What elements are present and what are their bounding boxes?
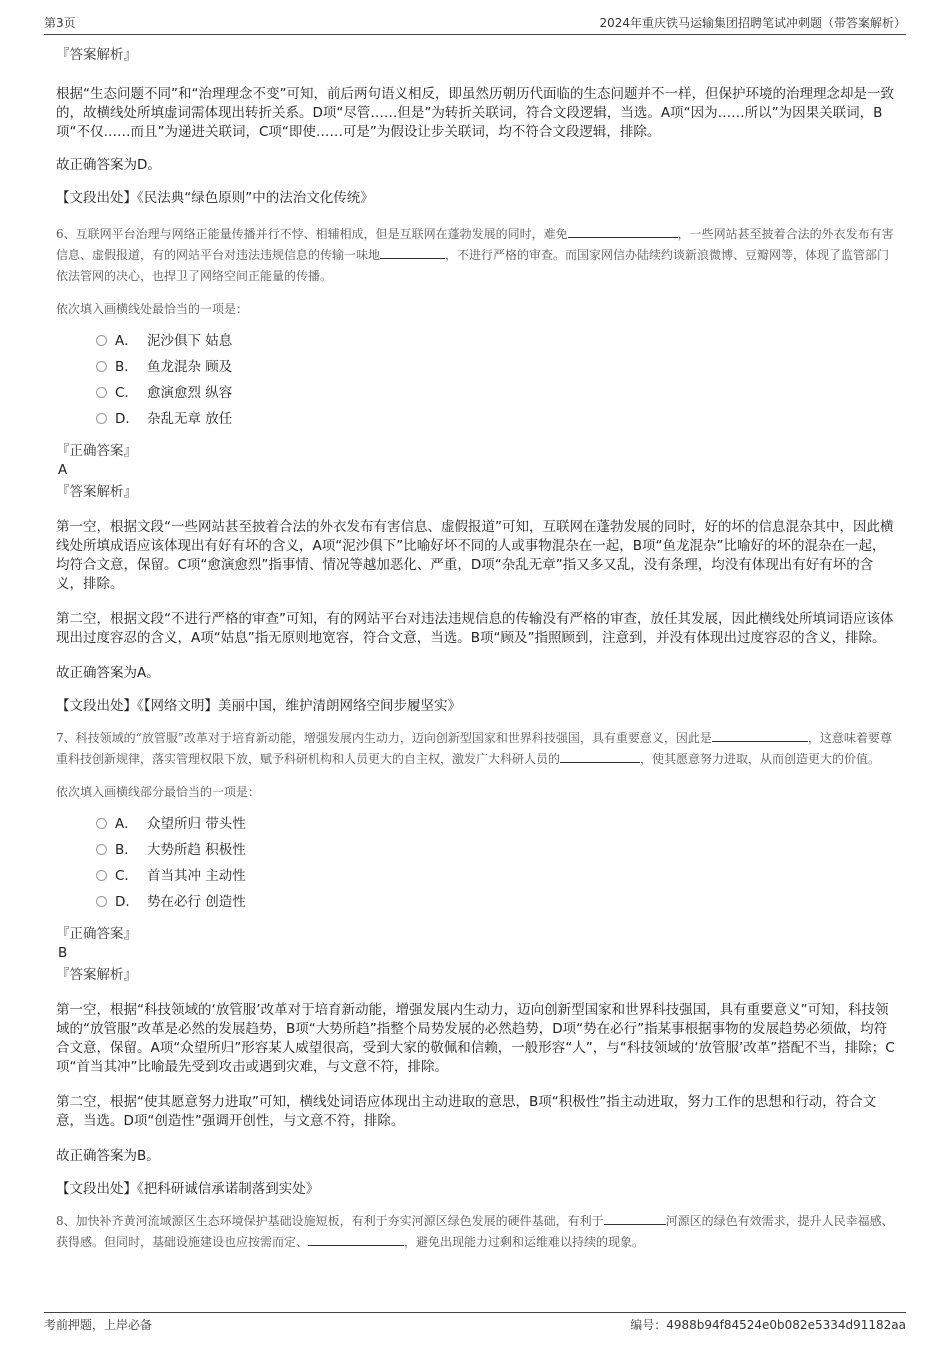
radio-icon[interactable] — [96, 361, 107, 372]
q5-source: 【文段出处】《民法典“绿色原则”中的法治文化传统》 — [56, 190, 374, 206]
radio-icon[interactable] — [96, 413, 107, 424]
analysis-conclusion: 故正确答案为A。 — [56, 665, 160, 681]
option-c[interactable]: C． 首当其冲 主动性 — [96, 863, 896, 889]
q6-source: 【文段出处】《【网络文明】美丽中国，维护清朗网络空间步履坚实》 — [56, 698, 461, 714]
page-footer — [44, 1312, 906, 1336]
footer-slogan: 考前押题，上岸必备 — [44, 1318, 153, 1332]
blank — [568, 225, 678, 238]
document-body — [56, 38, 896, 1265]
q8-text-1: 8、加快补齐黄河流域源区生态环境保护基础设施短板，有利于夯实河源区绿色发展的硬件基础，有利于 — [56, 1214, 604, 1228]
analysis-paragraph: 第二空，根据文段“不进行严格的审查”可知，有的网站平台对违法违规信息的传输没有严格的审查，放任其发展，因此横线处所填词语应该体现出过度容忍的含义，A项“姑息”指无原则地宽容，符合文意，当选。B项“顾及”指照顾到，注意到，并没有体现出过度容忍的含义，排除。 — [56, 611, 894, 646]
radio-icon[interactable] — [96, 818, 107, 829]
blank — [308, 1233, 404, 1246]
document-title: 2024年重庆铁马运输集团招聘笔试冲刺题（带答案解析） — [599, 16, 906, 30]
analysis-label: 『答案解析』 — [56, 484, 137, 500]
q7-analysis — [56, 1001, 896, 1166]
option-d[interactable]: D． 势在必行 创造性 — [96, 889, 896, 915]
radio-icon[interactable] — [96, 870, 107, 881]
q7-text-2: ，这意味着要尊重科技创新规律，落实管理权限下放，赋予科研机构和人员更大的自主权，激发广大科研人员的 — [56, 731, 892, 766]
q6-options — [96, 328, 896, 432]
analysis-paragraph: 第一空，根据“科技领域的‘放管服’改革对于培育新动能，增强发展内生动力，迈向创新型国家和世界科技强国，具有重要意义”可知，科技领域的“放管服”改革是必然的发展趋势，B项“大势所趋”指整个局势发展的必然趋势，D项“势在必行”指某事根据事物的发展趋势必须做，均符合文意，保留。A项“众望所归”形容某人威望很高，受到大家的敬佩和信赖，一般形容“人”，与“科技领域的‘放管服’改革”搭配不当，排除；C项“首当其冲”比喻最先受到攻击或遇到灾难，与文意不符，排除。 — [56, 1002, 895, 1075]
q7-answer: B — [58, 945, 68, 961]
analysis-paragraph: 第一空，根据文段“一些网站甚至披着合法的外衣发布有害信息、虚假报道”可知，互联网在蓬勃发展的同时，好的坏的信息混杂其中，因此横线处所填成语应该体现出有好有坏的含义，A项“泥沙俱下”比喻好坏不同的人或事物混杂在一起，B项“鱼龙混杂”比喻好的坏的混杂在一起，均符合文意，保留。C项“愈演愈烈”指事情、情况等越加恶化、严重，D项“杂乱无章”指又多又乱，没有条理，均没有体现出有好有坏的含义，排除。 — [56, 519, 894, 592]
q6-stem — [56, 224, 896, 287]
q6-instruction: 依次填入画横线处最恰当的一项是： — [56, 302, 249, 316]
q6-text-3: ，不进行严格的审查。而国家网信办陆续约谈新浪微博、豆瓣网等，体现了监管部门依法管网的决心，也捍卫了网络空间正能量的传播。 — [56, 248, 890, 283]
page-number: 第3页 — [44, 16, 76, 30]
q7-text-3: ，使其愿意努力进取，从而创造更大的价值。 — [640, 752, 881, 766]
q7-instruction: 依次填入画横线部分最恰当的一项是： — [56, 785, 261, 799]
option-d[interactable]: D． 杂乱无章 放任 — [96, 406, 896, 432]
q5-analysis — [56, 85, 896, 175]
correct-answer-label: 『正确答案』 — [56, 443, 137, 459]
blank — [604, 1212, 666, 1225]
option-b[interactable]: B． 鱼龙混杂 顾及 — [96, 354, 896, 380]
analysis-label: 『答案解析』 — [56, 967, 137, 983]
radio-icon[interactable] — [96, 844, 107, 855]
option-a[interactable]: A． 众望所归 带头性 — [96, 811, 896, 837]
analysis-conclusion: 故正确答案为D。 — [56, 157, 161, 173]
blank — [380, 246, 445, 259]
analysis-label: 『答案解析』 — [56, 47, 137, 63]
q6-analysis — [56, 518, 896, 683]
q6-answer: A — [58, 462, 68, 478]
option-c[interactable]: C． 愈演愈烈 纵容 — [96, 380, 896, 406]
blank — [560, 750, 640, 763]
option-b[interactable]: B． 大势所趋 积极性 — [96, 837, 896, 863]
blank — [712, 729, 808, 742]
q7-options — [96, 811, 896, 915]
q7-stem — [56, 728, 896, 770]
correct-answer-label: 『正确答案』 — [56, 926, 137, 942]
document-id: 编号：4988b94f84524e0b082e5334d91182aa — [630, 1318, 906, 1332]
page-header — [44, 14, 906, 35]
analysis-conclusion: 故正确答案为B。 — [56, 1148, 160, 1164]
radio-icon[interactable] — [96, 896, 107, 907]
radio-icon[interactable] — [96, 335, 107, 346]
q6-text-2: ，一些网站甚至披着合法的外衣发布有害信息、虚假报道，有的网站平台对违法违规信息的传输一味地 — [56, 227, 894, 262]
q7-source: 【文段出处】《把科研诚信承诺制落到实处》 — [56, 1181, 320, 1197]
q8-stem — [56, 1211, 896, 1253]
q6-text-1: 6、互联网平台治理与网络正能量传播并行不悖、相辅相成，但是互联网在蓬勃发展的同时，难免 — [56, 227, 568, 241]
option-a[interactable]: A． 泥沙俱下 姑息 — [96, 328, 896, 354]
q8-text-3: ，避免出现能力过剩和运维难以持续的现象。 — [404, 1235, 645, 1249]
analysis-paragraph: 第二空，根据“使其愿意努力进取”可知，横线处词语应体现出主动进取的意思，B项“积极性”指主动进取，努力工作的思想和行动，符合文意，当选。D项“创造性”强调开创性，与文意不符，排除。 — [56, 1094, 877, 1129]
q7-text-1: 7、科技领域的“放管服”改革对于培育新动能，增强发展内生动力，迈向创新型国家和世界科技强国，具有重要意义，因此是 — [56, 731, 712, 745]
q8-text-2: 河源区的绿色有效需求，提升人民幸福感、获得感。但同时，基础设施建设也应按需而定、 — [56, 1214, 894, 1249]
analysis-paragraph: 根据“生态问题不同”和“治理理念不变”可知，前后两句语义相反，即虽然历朝历代面临的生态问题并不一样，但保护环境的治理理念却是一致的，故横线处所填虚词需体现出转折关系。D项“尽管……但是”为转折关联词，符合文段逻辑，当选。A项“因为……所以”为因果关联词，B项“不仅……而且”为递进关联词，C项“即使……可是”为假设让步关联词，均不符合文段逻辑，排除。 — [56, 86, 894, 140]
radio-icon[interactable] — [96, 387, 107, 398]
